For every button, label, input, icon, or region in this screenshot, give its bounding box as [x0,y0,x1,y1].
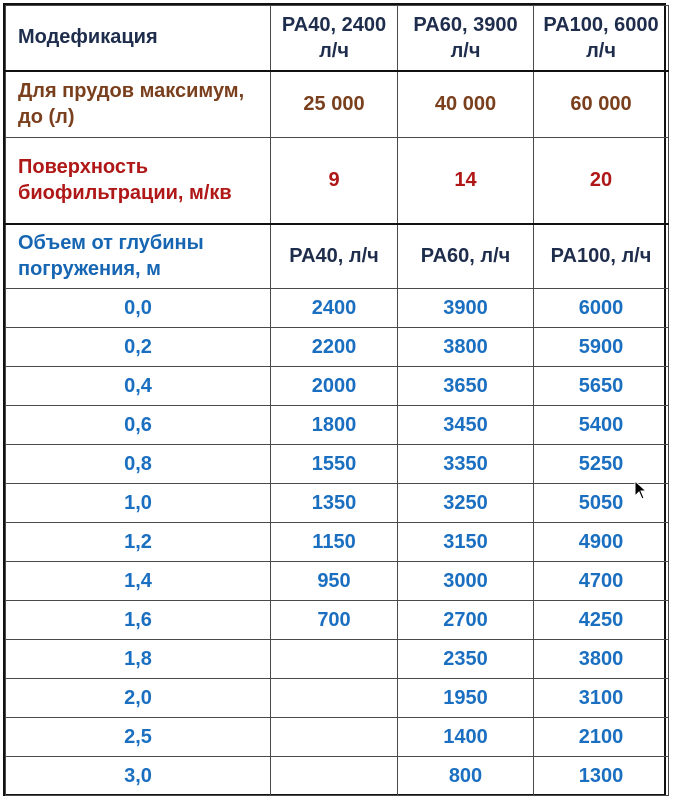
table-row [6,562,669,601]
table-row [6,601,669,640]
cell-pa40: 950 [271,562,398,601]
cell-pa60: 3150 [398,523,534,562]
table-row [6,718,669,757]
cell-depth: 0,6 [6,406,271,445]
volume-header-col-pa100: PA100, л/ч [534,224,669,289]
volume-header-col-pa60: PA60, л/ч [398,224,534,289]
volume-rows [6,289,669,796]
cell-pa40: 1350 [271,484,398,523]
cell-depth: 2,5 [6,718,271,757]
cell-pa100: 5400 [534,406,669,445]
header-col-pa100-text: PA100, 6000 л/ч [543,13,659,62]
header-col-pa40-text: PA40, 2400 л/ч [281,13,387,62]
cell-pa40: 700 [271,601,398,640]
table-row [6,523,669,562]
cell-pa40 [271,679,398,718]
cell-pa100: 4900 [534,523,669,562]
cell-depth: 2,0 [6,679,271,718]
cell-pa100: 4250 [534,601,669,640]
cell-pa40: 2200 [271,328,398,367]
cell-depth: 0,0 [6,289,271,328]
ponds-value-pa100: 60 000 [534,71,669,138]
cell-pa60: 3900 [398,289,534,328]
cell-pa100: 5250 [534,445,669,484]
header-col-pa100 [534,6,669,71]
table-row [6,640,669,679]
header-col-pa40 [271,6,398,71]
cell-pa40: 2400 [271,289,398,328]
cell-depth: 3,0 [6,757,271,796]
cell-pa100: 3100 [534,679,669,718]
table-row [6,406,669,445]
cell-depth: 1,2 [6,523,271,562]
cell-pa100: 4700 [534,562,669,601]
cell-pa60: 1400 [398,718,534,757]
volume-header-row [6,224,669,289]
table-row [6,445,669,484]
cell-pa60: 2700 [398,601,534,640]
biofiltration-value-pa60: 14 [398,138,534,224]
table-row [6,757,669,796]
cell-pa40: 1150 [271,523,398,562]
cell-depth: 0,8 [6,445,271,484]
cell-pa60: 2350 [398,640,534,679]
table-row [6,367,669,406]
header-row [6,6,669,71]
cell-pa100: 5650 [534,367,669,406]
table-row [6,679,669,718]
table-row [6,484,669,523]
cell-pa60: 3000 [398,562,534,601]
volume-header-col-pa40: PA40, л/ч [271,224,398,289]
cell-pa40: 2000 [271,367,398,406]
ponds-label-text: Для прудов максимум, до (л) [18,80,245,129]
cell-pa60: 1950 [398,679,534,718]
header-label: Модефикация [6,6,271,71]
ponds-row [6,71,669,138]
cell-depth: 1,0 [6,484,271,523]
cell-depth: 0,2 [6,328,271,367]
cell-pa60: 3250 [398,484,534,523]
cell-pa40 [271,640,398,679]
cell-depth: 1,6 [6,601,271,640]
header-col-pa60 [398,6,534,71]
cell-pa40 [271,757,398,796]
biofiltration-row [6,138,669,224]
specification-table [3,3,666,796]
cell-depth: 1,4 [6,562,271,601]
cell-pa100: 6000 [534,289,669,328]
cell-pa100: 2100 [534,718,669,757]
cell-pa100: 5900 [534,328,669,367]
cell-pa60: 3650 [398,367,534,406]
biofiltration-value-pa40: 9 [271,138,398,224]
cell-pa60: 3450 [398,406,534,445]
biofiltration-label-text: Поверхность биофильтрации, м/кв [18,156,232,205]
biofiltration-value-pa100: 20 [534,138,669,224]
table-row [6,328,669,367]
volume-header-label-text: Объем от глубины погружения, м [18,232,204,281]
biofiltration-label [6,138,271,224]
header-col-pa60-text: PA60, 3900 л/ч [413,13,518,62]
specification-grid [5,5,669,796]
cell-pa100: 3800 [534,640,669,679]
cell-depth: 1,8 [6,640,271,679]
ponds-label [6,71,271,138]
table-row [6,289,669,328]
ponds-value-pa40: 25 000 [271,71,398,138]
cell-pa60: 800 [398,757,534,796]
cell-pa40: 1800 [271,406,398,445]
volume-header-label [6,224,271,289]
cell-pa40: 1550 [271,445,398,484]
cell-depth: 0,4 [6,367,271,406]
cell-pa60: 3800 [398,328,534,367]
cell-pa60: 3350 [398,445,534,484]
cell-pa100: 5050 [534,484,669,523]
cell-pa40 [271,718,398,757]
ponds-value-pa60: 40 000 [398,71,534,138]
cell-pa100: 1300 [534,757,669,796]
